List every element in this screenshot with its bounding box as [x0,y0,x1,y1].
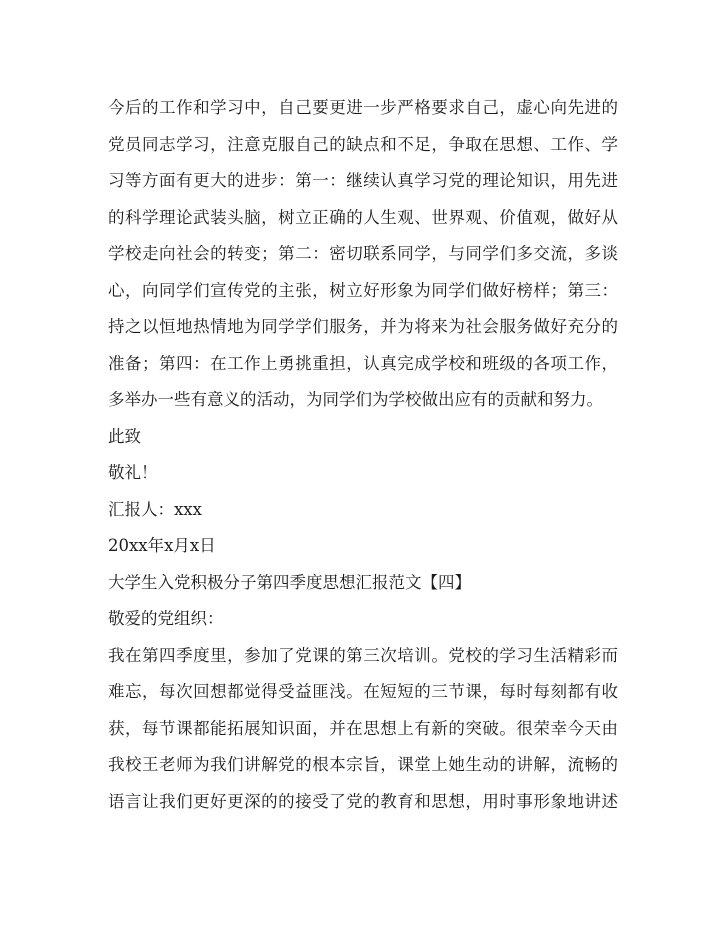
report-date: 20xx年x月x日 [108,536,216,555]
paragraph-line: 获，每节课都能拓展知识面，并在思想上有新的突破。很荣幸今天由 [108,718,618,738]
paragraph-line: 准备；第四：在工作上勇挑重担，认真完成学校和班级的各项工作， [108,353,618,373]
salutation: 敬爱的党组织： [108,609,224,628]
paragraph-line: 多举办一些有意义的活动，为同学们为学校做出应有的贡献和努力。 [108,390,603,409]
paragraph-line: 学校走向社会的转变；第二：密切联系同学，与同学们多交流，多谈 [108,244,618,263]
document-page [108,90,618,820]
paragraph-line: 党员同志学习，注意克服自己的缺点和不足，争取在思想、工作、学 [108,134,618,154]
paragraph-line: 难忘，每次回想都觉得受益匪浅。在短短的三节课，每时每刻都有收 [108,682,618,701]
paragraph-line: 我校王老师为我们讲解党的根本宗旨，课堂上她生动的讲解，流畅的 [108,755,618,774]
paragraph-line: 语言让我们更好更深的的接受了党的教育和思想，用时事形象地讲述 [108,791,618,811]
salute-text: 敬礼！ [108,463,158,482]
paragraph-line: 持之以恒地热情地为同学学们服务，并为将来为社会服务做好充分的 [108,317,618,336]
paragraph-line: 心，向同学们宣传党的主张，树立好形象为同学们做好榜样；第三： [108,280,618,300]
reporter-signature: 汇报人：xxx [108,499,202,519]
section-title: 大学生入党积极分子第四季度思想汇报范文【四】 [108,572,471,592]
paragraph-line: 习等方面有更大的进步：第一：继续认真学习党的理论知识，用先进 [108,171,618,190]
paragraph-line: 今后的工作和学习中，自己要更进一步严格要求自己，虚心向先进的 [108,98,618,117]
paragraph-line: 的科学理论武装头脑，树立正确的人生观、世界观、价值观，做好从 [108,207,618,227]
closing-text: 此致 [108,426,141,446]
paragraph-line: 我在第四季度里，参加了党课的第三次培训。党校的学习生活精彩而 [108,645,618,665]
